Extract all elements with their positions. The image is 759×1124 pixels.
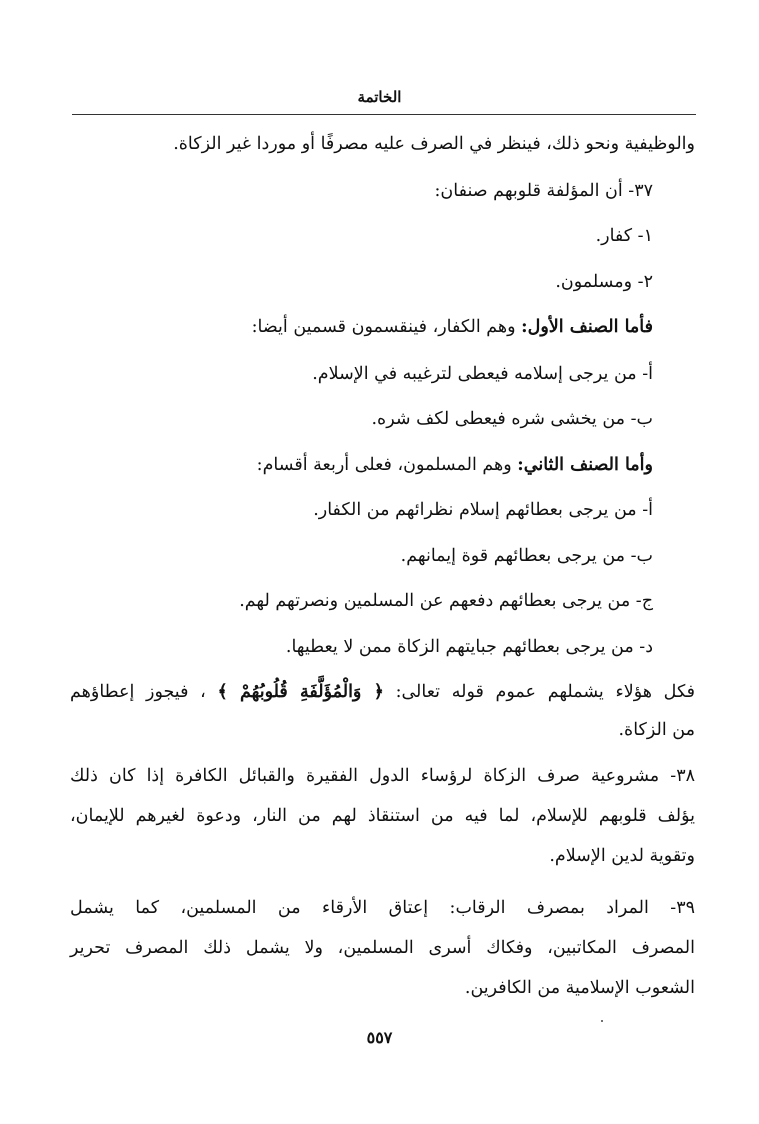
- body-line-1: والوظيفية ونحو ذلك، فينظر في الصرف عليه مصرفًا أو موردا غير الزكاة.: [173, 134, 695, 154]
- body-line-muslimun: ٢- ومسلمون.: [555, 272, 653, 292]
- body-line-39-b: المصرف المكاتبين، وفكاك أسرى المسلمين، ولا يشمل ذلك المصرف تحرير: [70, 938, 695, 958]
- body-line-verse-cont: من الزكاة.: [618, 720, 695, 740]
- body-line-38-c: وتقوية لدين الإسلام.: [549, 846, 695, 866]
- first-type-text: وهم الكفار، فينقسمون قسمين أيضا:: [251, 317, 522, 337]
- second-type-heading: وأما الصنف الثاني:: [517, 455, 653, 475]
- body-line-second-b: ب- من يرجى بعطائهم قوة إيمانهم.: [400, 546, 653, 566]
- body-line-38-a: ٣٨- مشروعية صرف الزكاة لرؤساء الدول الفقيرة والقبائل الكافرة إذا كان ذلك: [70, 766, 695, 786]
- body-line-verse: [70, 682, 695, 703]
- body-line-39-a: ٣٩- المراد بمصرف الرقاب: إعتاق الأرقاء من المسلمين، كما يشمل: [70, 898, 695, 918]
- verse-intro: فكل هؤلاء يشملهم عموم قوله تعالى:: [383, 682, 695, 702]
- body-line-38-b: يؤلف قلوبهم للإسلام، لما فيه من استنقاذ لهم من النار، ودعوة لغيرهم للإيمان،: [70, 806, 695, 826]
- scan-speck: [601, 1020, 603, 1022]
- body-line-second-d: د- من يرجى بعطائهم جبايتهم الزكاة ممن لا يعطيها.: [285, 637, 653, 657]
- running-header: الخاتمة: [357, 88, 402, 106]
- body-line-37: ٣٧- أن المؤلفة قلوبهم صنفان:: [434, 181, 653, 201]
- quran-verse: ﴿ وَالْمُؤَلَّفَةِ قُلُوبُهُمْ ﴾: [217, 682, 384, 702]
- body-line-first-a: أ- من يرجى إسلامه فيعطى لترغيبه في الإسلام.: [312, 364, 653, 384]
- body-line-second-c: ج- من يرجى بعطائهم دفعهم عن المسلمين ونصرتهم لهم.: [239, 591, 653, 611]
- second-type-text: وهم المسلمون، فعلى أربعة أقسام:: [256, 455, 518, 475]
- body-line-first-b: ب- من يخشى شره فيعطى لكف شره.: [371, 409, 653, 429]
- body-line-second-a: أ- من يرجى بعطائهم إسلام نظرائهم من الكفار.: [313, 500, 653, 520]
- body-line-39-c: الشعوب الإسلامية من الكافرين.: [464, 978, 695, 998]
- body-line-kuffar: ١- كفار.: [595, 226, 653, 246]
- first-type-heading: فأما الصنف الأول:: [521, 317, 653, 337]
- verse-conclusion: ، فيجوز إعطاؤهم: [70, 682, 206, 702]
- body-line-second-type: [257, 455, 653, 476]
- page-number: ٥٥٧: [366, 1028, 393, 1047]
- body-line-first-type: [252, 317, 653, 338]
- header-divider: [72, 114, 696, 115]
